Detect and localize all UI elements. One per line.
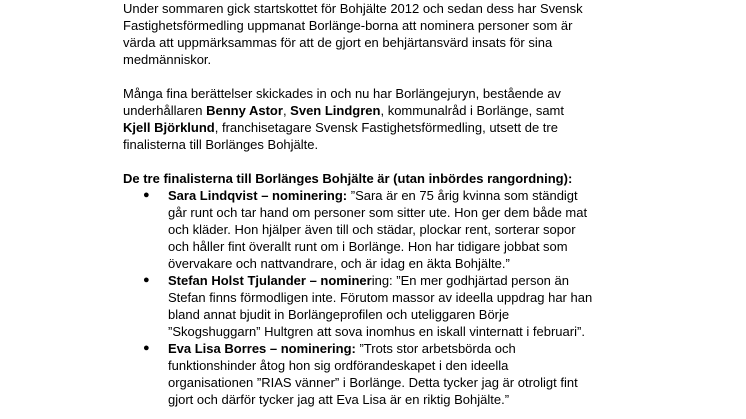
jury-text-middle: , kommunalråd i Borlänge, samt	[380, 103, 564, 118]
finalist-name: Eva Lisa Borres – nominering:	[168, 341, 356, 356]
bullet-icon: ●	[143, 274, 150, 286]
jury-text-after: , franchisetagare Svensk Fastighetsförmedling, utsett de tre finalisterna till Borlänges Bohjälte.	[123, 120, 558, 152]
jury-member-sven-lindgren: Sven Lindgren	[290, 103, 381, 118]
jury-paragraph	[123, 85, 593, 153]
finalist-nomination-text: ”Sara är en 75 årig kvinna som ständigt går runt och tar hand om personer som sitter ute. Hon ger dem både mat och kläder. Hon hjälper även till och städar, plockar rent, sorterar sopor och håller fint överallt runt om i Borlänge. Hon har tidigare jobbat som övervakare och nattvandrare, och är idag en äkta Bohjälte.”	[168, 188, 588, 271]
list-item-stefan-holst-tjulander	[123, 272, 593, 340]
finalist-name: Stefan Holst Tjulander – nominer	[168, 273, 372, 288]
finalists-list	[123, 187, 593, 408]
bullet-icon: ●	[143, 342, 150, 354]
jury-text-before: Många fina berättelser skickades in och nu har Borlängejuryn, bestående av underhållaren	[123, 86, 561, 118]
paragraph-spacer	[123, 153, 593, 170]
jury-member-kjell-bjorklund: Kjell Björklund	[123, 120, 215, 135]
finalists-heading: De tre finalisterna till Borlänges Bohjälte är (utan inbördes rangordning):	[123, 171, 573, 186]
list-item-sara-lindqvist	[123, 187, 593, 272]
list-item-eva-lisa-borres	[123, 340, 593, 408]
intro-paragraph: Under sommaren gick startskottet för Bohjälte 2012 och sedan dess har Svensk Fastighetsförmedling uppmanat Borlänge-borna att nominera personer som är värda att uppmärksammas för att de gjort en behjärtansvärd insats för sina medmänniskor.	[123, 1, 583, 67]
bullet-icon: ●	[143, 189, 150, 201]
press-release-body	[123, 0, 593, 408]
jury-separator: ,	[282, 103, 291, 118]
jury-member-benny-astor: Benny Astor	[206, 103, 283, 118]
finalist-nomination-text: ”Trots stor arbetsbörda och funktionshinder åtog hon sig ordförandeskapet i den ideella organisationen ”RIAS vänner” i Borlänge. Detta tycker jag är otroligt fint gjort och därför tycker jag att Eva Lisa är en riktig Bohjälte.”	[168, 341, 578, 407]
finalist-name: Sara Lindqvist – nominering:	[168, 188, 348, 203]
finalist-nomination-text: ing: ”En mer godhjärtad person än Stefan finns förmodligen inte. Förutom massor av ideella uppdrag har han bland annat bjudit in Borlängeprofilen och uteliggaren Börje ”Skogshuggarn” Hultgren att sova inomhus en iskall vinternatt i februari”.	[168, 273, 593, 339]
paragraph-spacer	[123, 68, 593, 85]
